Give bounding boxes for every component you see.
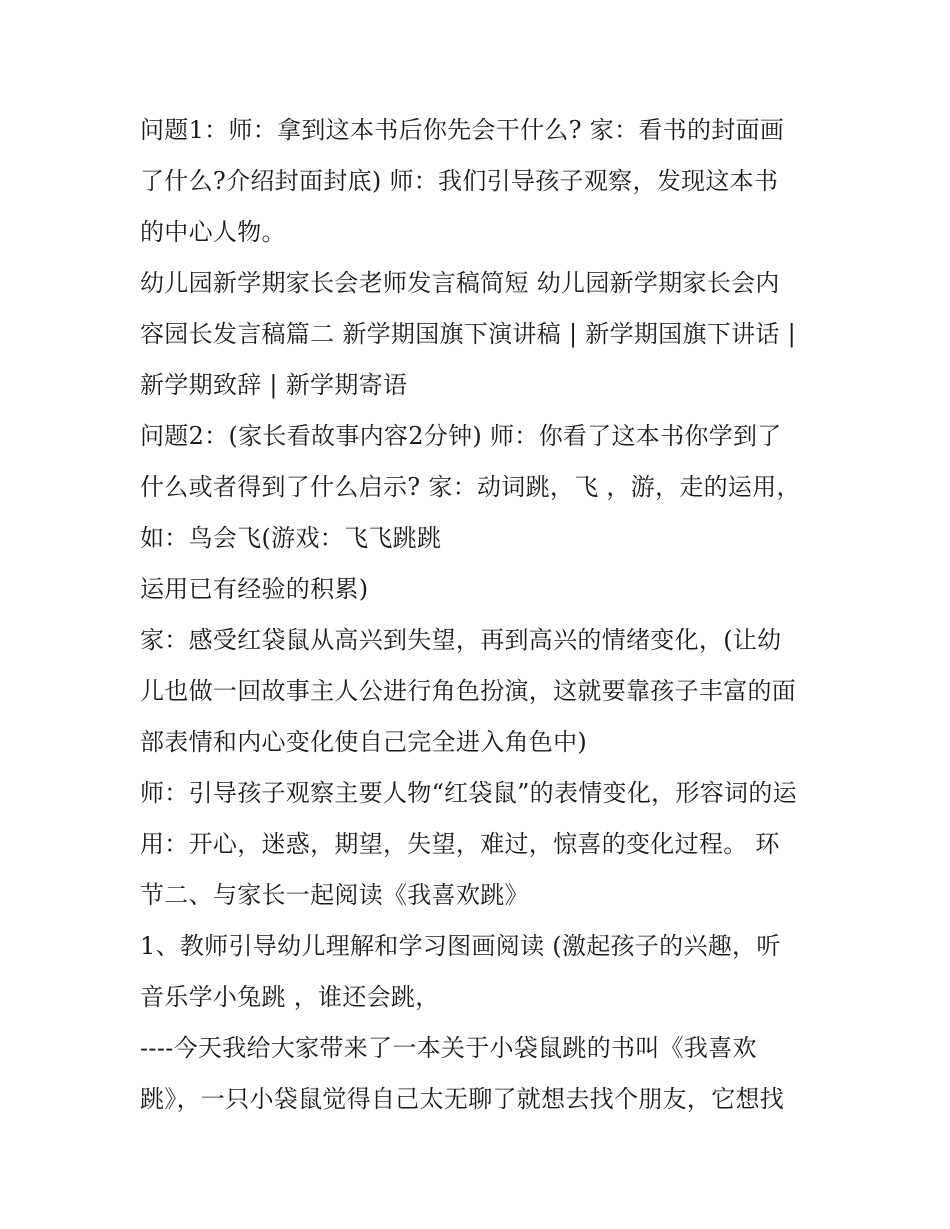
text-line: 新学期致辞 | 新学期寄语 [140,371,408,399]
text-line: 部表情和内心变化使自己完全进入角色中) [140,728,588,756]
text-line: 问题1：师：拿到这本书后你先会干什么? 家：看书的封面画 [140,116,785,144]
text-line: 家：感受红袋鼠从高兴到失望，再到高兴的情绪变化，(让幼 [140,626,782,654]
text-line: 幼儿园新学期家长会老师发言稿简短 幼儿园新学期家长会内 [140,269,780,297]
text-line: 问题2：(家长看故事内容2分钟) 师：你看了这本书你学到了 [140,422,782,450]
text-line: 跳》，一只小袋鼠觉得自己太无聊了就想去找个朋友，它想找 [140,1085,785,1113]
text-line: 了什么?介绍封面封底) 师：我们引导孩子观察，发现这本书 [140,167,779,195]
text-line: 如：鸟会飞(游戏：飞飞跳跳 [140,524,442,552]
text-line: 的中心人物。 [140,218,286,246]
text-line: 运用已有经验的积累) [140,575,369,603]
text-line: 1、教师引导幼儿理解和学习图画阅读 (激起孩子的兴趣，听 [140,932,781,960]
text-line: ----今天我给大家带来了一本关于小袋鼠跳的书叫《我喜欢 [140,1034,757,1062]
text-line: 节二、与家长一起阅读《我喜欢跳》 [140,881,529,909]
text-line: 容园长发言稿篇二 新学期国旗下演讲稿 | 新学期国旗下讲话 | [140,320,796,348]
text-line: 儿也做一回故事主人公进行角色扮演，这就要靠孩子丰富的面 [140,677,797,705]
text-line: 用：开心，迷惑，期望，失望，难过，惊喜的变化过程。 环 [140,830,780,858]
text-line: 音乐学小兔跳 ，谁还会跳， [140,983,440,1011]
text-line: 什么或者得到了什么启示? 家：动词跳，飞 ，游，走的运用， [140,473,801,501]
text-line: 师：引导孩子观察主要人物“红袋鼠”的表情变化，形容词的运 [140,779,797,807]
document-body [140,108,820,1128]
